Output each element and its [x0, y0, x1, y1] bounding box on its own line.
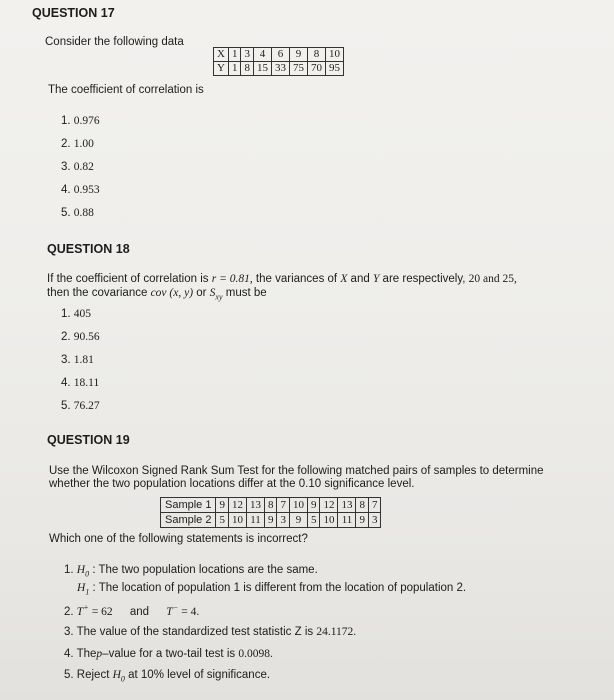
t-minus: T− — [166, 603, 179, 618]
h0-symbol: $H_0$ — [112, 669, 125, 684]
option-number: 1. — [61, 308, 71, 320]
q18-cov: cov (x, y) — [150, 287, 194, 299]
q19-cell: 11 — [338, 513, 356, 528]
q19-option-1-h1 — [77, 582, 466, 596]
option-text: Reject — [76, 669, 110, 681]
option-text: 0.976 — [73, 115, 100, 127]
option-text: 76.27 — [73, 400, 100, 412]
q17-option-5[interactable] — [61, 207, 94, 219]
q18-option-4[interactable] — [61, 377, 99, 389]
q18-option-5[interactable] — [61, 400, 100, 412]
q17-cell: 4 — [253, 48, 271, 62]
q17-cell: 9 — [289, 48, 307, 62]
t-minus-value: = 4. — [181, 605, 200, 618]
q19-heading: QUESTION 19 — [47, 433, 130, 447]
q18-stem-line1 — [47, 273, 517, 285]
q17-row-y — [214, 62, 344, 76]
q17-data-table — [213, 47, 344, 76]
q19-cell: 9 — [216, 498, 229, 513]
q17-option-3[interactable] — [61, 161, 94, 173]
q19-cell: 5 — [307, 513, 320, 528]
q17-cell: 15 — [253, 62, 271, 76]
q18-text: If the coefficient of correlation is — [47, 273, 209, 285]
option-text: –value for a two-tail test is — [102, 648, 236, 660]
q17-cell: 1 — [228, 62, 241, 76]
q17-cell: 8 — [241, 62, 254, 76]
z-value: 24.1172. — [316, 626, 357, 638]
q19-row-label: Sample 1 — [161, 498, 216, 513]
q17-cell: 95 — [325, 62, 343, 76]
q18-option-1[interactable] — [61, 308, 91, 320]
q19-stem-line1: Use the Wilcoxon Signed Rank Sum Test for the following matched pairs of samples to determine — [49, 465, 544, 477]
option-text: 1.00 — [73, 138, 94, 150]
q17-prompt: Consider the following data — [45, 36, 184, 48]
option-number: 5. — [61, 207, 71, 219]
q17-row-x — [214, 48, 344, 62]
option-text: : The two population locations are the same. — [92, 564, 318, 576]
q19-cell: 10 — [289, 498, 307, 513]
q19-cell: 7 — [368, 498, 381, 513]
option-text: : The location of population 1 is different from the location of population 2. — [92, 582, 467, 594]
option-text: 405 — [73, 308, 92, 320]
option-number: 2. — [61, 138, 71, 150]
q17-row-label: Y — [214, 62, 229, 76]
option-text: 0.82 — [73, 161, 94, 173]
option-text: is — [304, 626, 314, 638]
option-number: 2. — [61, 331, 71, 343]
option-text: The — [76, 648, 97, 660]
q19-cell: 5 — [216, 513, 229, 528]
q19-cell: 10 — [228, 513, 246, 528]
q19-cell: 10 — [320, 513, 338, 528]
q19-option-3[interactable] — [64, 626, 356, 638]
q19-cell: 13 — [338, 498, 356, 513]
q18-variances: 20 and 25, — [468, 273, 517, 285]
q19-cell: 9 — [307, 498, 320, 513]
q19-cell: 12 — [320, 498, 338, 513]
p-symbol: p — [96, 648, 103, 660]
q19-cell: 9 — [356, 513, 369, 528]
q19-question: Which one of the following statements is incorrect? — [49, 533, 308, 545]
h0-symbol: $H_0$ — [76, 564, 90, 579]
option-number: 2. — [64, 605, 74, 618]
q17-cell: 8 — [307, 48, 325, 62]
q19-option-5[interactable] — [64, 669, 270, 683]
option-text: 0.953 — [73, 184, 100, 196]
p-value: 0.0098. — [238, 648, 273, 660]
q17-question: The coefficient of correlation is — [48, 84, 204, 96]
q19-cell: 3 — [368, 513, 381, 528]
q19-option-2[interactable] — [64, 603, 199, 618]
q18-stem-line2 — [47, 287, 267, 301]
option-number: 4. — [64, 648, 74, 660]
t-plus-value: = 62 — [91, 605, 113, 618]
t-plus: T+ — [76, 603, 89, 618]
q17-option-2[interactable] — [61, 138, 94, 150]
q19-sample-table — [160, 497, 381, 528]
q18-text: and — [350, 273, 370, 285]
q18-text: are respectively, — [382, 273, 466, 285]
q19-cell: 8 — [356, 498, 369, 513]
option-text: 0.88 — [73, 207, 94, 219]
option-text: 18.11 — [73, 377, 100, 389]
q19-stem-line2: whether the two population locations differ at the 0.10 significance level. — [49, 478, 415, 490]
q19-cell: 9 — [289, 513, 307, 528]
option-text: and — [129, 605, 150, 618]
q17-cell: 10 — [325, 48, 343, 62]
q18-r-value: r = 0.81, — [211, 273, 253, 285]
q17-cell: 75 — [289, 62, 307, 76]
q19-row-sample2 — [161, 513, 381, 528]
option-number: 3. — [61, 354, 71, 366]
q19-cell: 7 — [277, 498, 290, 513]
q19-cell: 8 — [264, 498, 277, 513]
q18-text: or — [196, 287, 207, 299]
q19-cell: 13 — [246, 498, 264, 513]
option-number: 5. — [61, 400, 71, 412]
h1-symbol: $H_1$ — [77, 582, 90, 597]
option-number: 4. — [61, 377, 71, 389]
q19-row-sample1 — [161, 498, 381, 513]
q18-text: must be — [225, 287, 267, 299]
q18-option-2[interactable] — [61, 331, 100, 343]
option-text: The value of the standardized test statistic — [76, 626, 292, 638]
option-text: 1.81 — [73, 354, 94, 366]
q18-sxy: $S_{xy}$ — [209, 287, 223, 302]
q17-cell: 33 — [271, 62, 289, 76]
q18-heading: QUESTION 18 — [47, 242, 130, 256]
q18-var-x: X — [340, 273, 348, 285]
q17-cell: 6 — [271, 48, 289, 62]
option-text: at 10% level of significance. — [128, 669, 271, 681]
option-number: 1. — [61, 115, 71, 127]
q17-cell: 3 — [241, 48, 254, 62]
q19-option-4[interactable] — [64, 648, 273, 660]
option-text: 90.56 — [73, 331, 100, 343]
option-number: 1. — [64, 564, 74, 576]
q17-option-1[interactable] — [61, 115, 100, 127]
option-number: 5. — [64, 669, 74, 681]
q18-text: the variances of — [255, 273, 338, 285]
q19-cell: 11 — [246, 513, 264, 528]
q19-cell: 9 — [264, 513, 277, 528]
q17-cell: 70 — [307, 62, 325, 76]
q19-cell: 12 — [228, 498, 246, 513]
q17-cell: 1 — [228, 48, 241, 62]
z-symbol: Z — [294, 626, 302, 638]
q18-option-3[interactable] — [61, 354, 94, 366]
q19-option-1[interactable] — [64, 564, 318, 578]
q17-row-label: X — [214, 48, 229, 62]
q19-cell: 3 — [277, 513, 290, 528]
option-number: 3. — [64, 626, 74, 638]
option-number: 3. — [61, 161, 71, 173]
option-number: 4. — [61, 184, 71, 196]
q18-text: then the covariance — [47, 287, 148, 299]
q19-row-label: Sample 2 — [161, 513, 216, 528]
q17-option-4[interactable] — [61, 184, 100, 196]
q17-heading: QUESTION 17 — [32, 6, 115, 20]
q18-var-y: Y — [372, 273, 380, 285]
